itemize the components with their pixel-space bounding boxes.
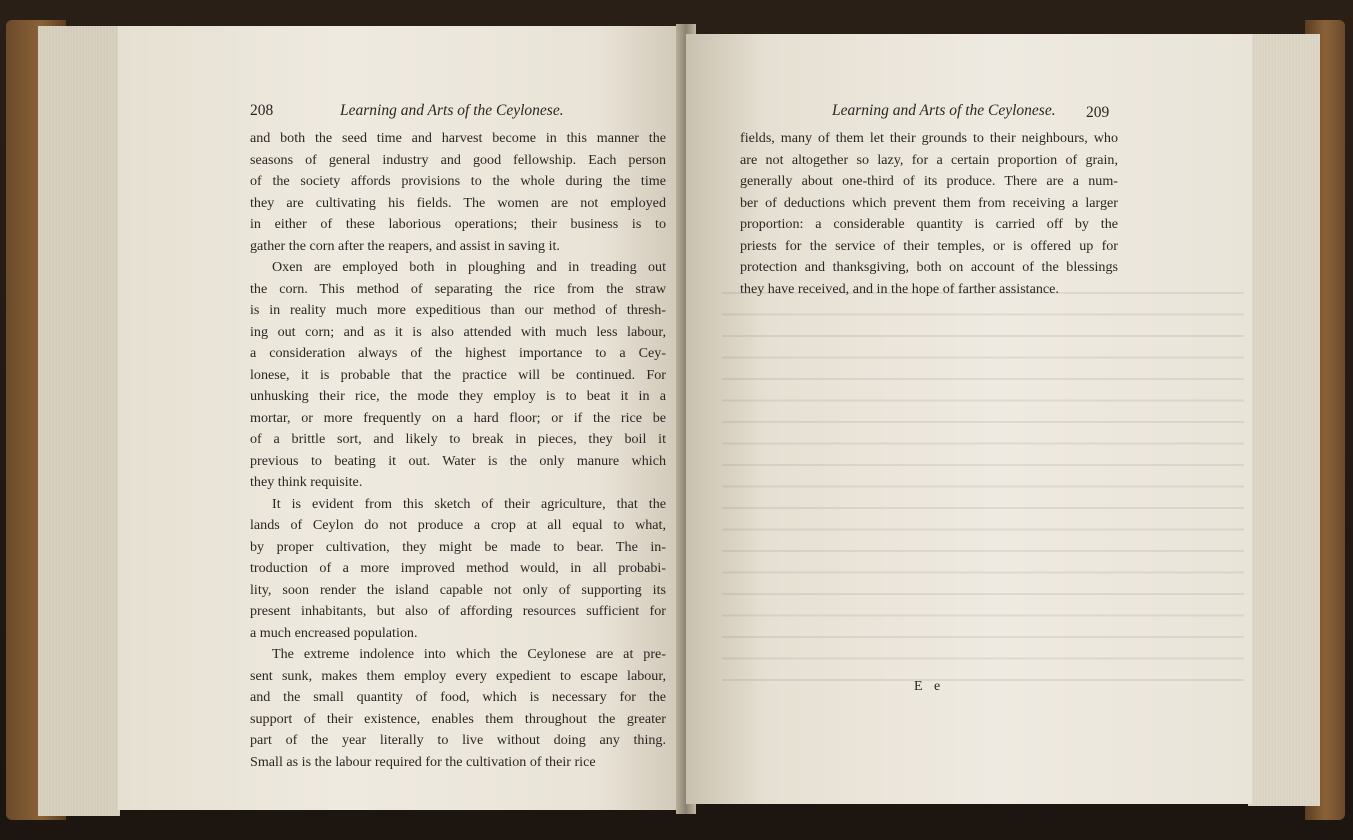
- signature-mark: E e: [914, 679, 945, 694]
- show-through: [722, 280, 1244, 700]
- text-line: in either of these laborious operations; their business is to: [250, 216, 666, 232]
- text-line: mortar, or more frequently on a hard floor; or if the rice be: [250, 409, 666, 426]
- text-line: of the society affords provisions to the whole during the time: [250, 173, 666, 189]
- text-line: previous to beating it out. Water is the only manure which: [250, 452, 666, 469]
- text-line: ing out corn; and as it is also attended with much less labour,: [250, 323, 666, 340]
- text-line: troduction of a more improved method would, in all probabi-: [250, 560, 666, 576]
- text-line: Small as is the labour required for the cultivation of their rice: [250, 753, 596, 770]
- text-line: support of their existence, enables them throughout the greater: [250, 710, 666, 727]
- text-line: lonese, it is probable that the practice will be continued. For: [250, 366, 666, 383]
- text-line: lands of Ceylon do not produce a crop at all equal to what,: [250, 517, 666, 533]
- text-line: lity, soon render the island capable not only of supporting its: [250, 581, 666, 598]
- right-running-head: Learning and Arts of the Ceylonese.: [832, 102, 1056, 119]
- text-line: ber of deductions which prevent them from receiving a larger: [740, 194, 1118, 211]
- right-page: [686, 34, 1252, 804]
- text-line: present inhabitants, but also of affording resources sufficient for: [250, 603, 666, 619]
- text-line: a much encreased population.: [250, 624, 418, 641]
- text-line: are not altogether so lazy, for a certain proportion of grain,: [740, 151, 1118, 168]
- text-line: It is evident from this sketch of their agriculture, that the: [272, 495, 666, 512]
- text-line: they have received, and in the hope of farther assistance.: [740, 280, 1059, 297]
- left-body-text: [250, 128, 666, 773]
- page-edges-left: [38, 26, 120, 816]
- text-line: a consideration always of the highest importance to a Cey-: [250, 345, 666, 361]
- text-line: fields, many of them let their grounds to their neighbours, who: [740, 130, 1118, 146]
- text-line: they think requisite.: [250, 474, 363, 490]
- text-line: they are cultivating his fields. The women are not employed: [250, 194, 666, 211]
- left-running-head: Learning and Arts of the Ceylonese.: [340, 102, 564, 119]
- text-line: and the small quantity of food, which is necessary for the: [250, 689, 666, 705]
- text-line: priests for the service of their temples, or is offered up for: [740, 237, 1118, 254]
- text-line: proportion: a considerable quantity is carried off by the: [740, 216, 1118, 232]
- left-page: [118, 26, 684, 810]
- text-line: seasons of general industry and good fellowship. Each person: [250, 151, 666, 168]
- text-line: of a brittle sort, and likely to break in pieces, they boil it: [250, 431, 666, 447]
- text-line: protection and thanksgiving, both on account of the blessings: [740, 259, 1118, 275]
- text-line: gather the corn after the reapers, and assist in saving it.: [250, 237, 560, 254]
- left-page-number: 208: [250, 102, 274, 119]
- text-line: is in reality much more expeditious than our method of thresh-: [250, 302, 666, 318]
- text-line: sent sunk, makes them employ every expedient to escape labour,: [250, 667, 666, 684]
- text-line: the corn. This method of separating the rice from the straw: [250, 280, 666, 297]
- text-line: generally about one-third of its produce. There are a num-: [740, 173, 1118, 189]
- text-line: unhusking their rice, the mode they employ is to beat it in a: [250, 388, 666, 404]
- text-line: Oxen are employed both in ploughing and in treading out: [272, 259, 666, 275]
- text-line: and both the seed time and harvest become in this manner the: [250, 130, 666, 146]
- page-edges-right: [1248, 34, 1320, 806]
- right-page-number: 209: [1086, 104, 1110, 121]
- right-body-text: [740, 128, 1118, 300]
- text-line: part of the year literally to live without doing any thing.: [250, 732, 666, 748]
- text-line: by proper cultivation, they might be made to bear. The in-: [250, 538, 666, 555]
- text-line: The extreme indolence into which the Ceylonese are at pre-: [272, 646, 666, 662]
